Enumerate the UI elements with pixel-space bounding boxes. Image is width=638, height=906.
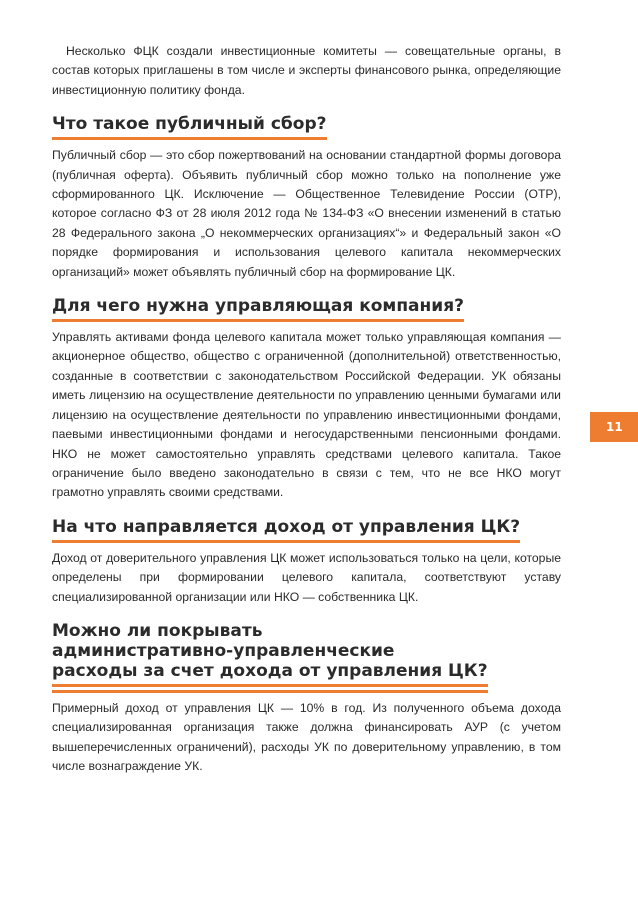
page-number-tab <box>590 412 638 442</box>
heading-line: административно-управленческие <box>52 640 395 661</box>
section-body: Доход от доверительного управления ЦК может использоваться только на цели, которые определены при формировании целевого капитала, соответствуют уставу специализированной организации или НКО — собственника ЦК. <box>52 550 561 604</box>
page-number: 11 <box>606 420 623 434</box>
section-heading: На что направляется доход от управления ЦК? <box>52 517 520 543</box>
intro-paragraph: Несколько ФЦК создали инвестиционные комитеты — совещательные органы, в состав которых приглашены в том числе и эксперты финансового рынка, определяющие инвестиционную политику фонда. <box>52 44 561 97</box>
section-body: Управлять активами фонда целевого капитала может только управляющая компания — акционерное общество, общество с ограниченной (дополнительной) ответственностью, созданные в соответствии с законодательством Российской Федерации. УК обязаны иметь лицензию на осуществление деятельности по управлению ценными бумагами или лицензию на осуществление деятельности по управлению инвестиционными фондами, паевыми инвестиционными фондами и негосударственными пенсионными фондами. НКО не может самостоятельно управлять средствами целевого капитала. Такое ограничение было введено законодательно в связи с тем, что не все НКО могут грамотно управлять своими средствами. <box>52 330 561 500</box>
section-body: Публичный сбор — это сбор пожертвований на основании стандартной формы договора (публичная оферта). Объявить публичный сбор можно только на пополнение уже сформированного ЦК. Исключение — Общественное Телевидение России (ОТР), которое согласно ФЗ от 28 июля 2012 года № 134-ФЗ «О внесении изменений в статью 28 Федерального закона „О некоммерческих организациях“» и Федеральный закон «О порядке формирования и использования целевого капитала некоммерческих организаций» может объявлять публичный сбор на формирование ЦК. <box>52 148 561 279</box>
section-body: Примерный доход от управления ЦК — 10% в год. Из полученного объема дохода специализированная организация также должна финансировать АУР (с учетом вышеперечисленных ограничений), расходы УК по доверительному управлению, в том числе вознаграждение УК. <box>52 700 561 774</box>
section-public-collection <box>52 114 561 282</box>
section-heading: Что такое публичный сбор? <box>52 114 327 140</box>
section-management-company <box>52 296 561 503</box>
heading-line: Можно ли покрывать <box>52 620 263 641</box>
section-admin-expenses <box>52 621 561 777</box>
section-heading: Для чего нужна управляющая компания? <box>52 296 464 322</box>
section-heading <box>52 621 488 693</box>
heading-line: расходы за счет дохода от управления ЦК? <box>52 661 488 687</box>
text-column <box>52 42 561 777</box>
section-income-use <box>52 517 561 607</box>
